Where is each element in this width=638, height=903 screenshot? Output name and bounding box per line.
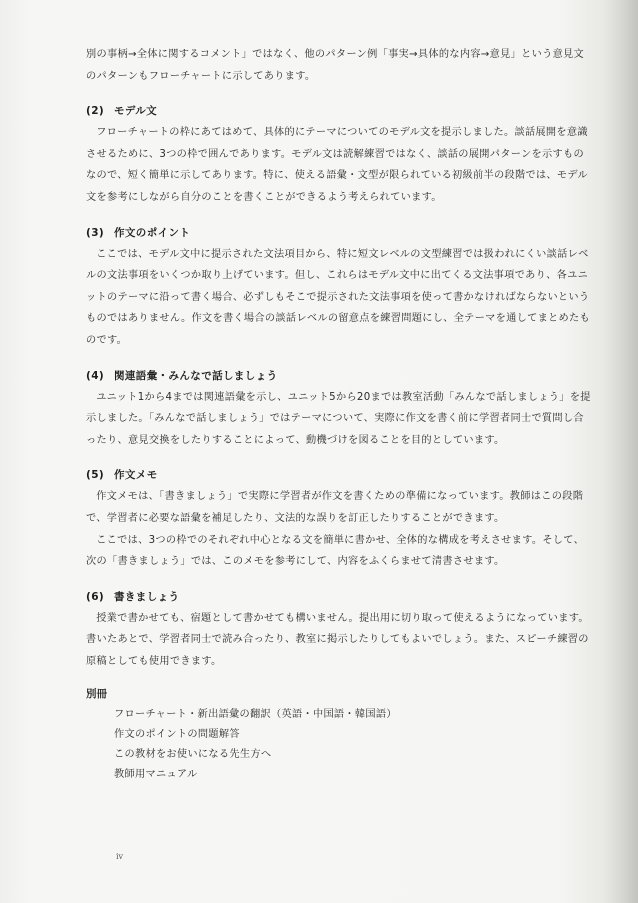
section-heading xyxy=(86,587,592,608)
appendix-list xyxy=(86,705,592,785)
section-heading xyxy=(86,101,592,122)
section-title: モデル文 xyxy=(114,105,158,118)
section-title: 作文のポイント xyxy=(114,226,191,239)
section-title: 作文メモ xyxy=(114,469,158,482)
intro-paragraph: 別の事柄→全体に関するコメント」ではなく、他のパターン例「事実→具体的な内容→意見」という意見文のパターンもフローチャートに示してあります。 xyxy=(86,49,585,82)
page-number: iv xyxy=(116,852,124,861)
appendix-item: 教師用マニュアル xyxy=(114,769,198,781)
section-writing-memo xyxy=(86,465,592,572)
section-number: (3) xyxy=(86,226,105,239)
section-model-text xyxy=(86,101,592,208)
section-writing-points xyxy=(86,223,592,352)
section-title: 書きましょう xyxy=(114,590,180,603)
section-paragraph: ここでは、3つの枠でのそれぞれ中心となる文を簡単に書かせ、全体的な構成を考えさせます。そして、次の「書きましょう」では、このメモを参考にして、内容をふくらませて清書させます。 xyxy=(86,534,585,568)
section-related-vocabulary xyxy=(86,366,592,452)
section-paragraph: フローチャートの枠にあてはめて、具体的にテーマについてのモデル文を提示しました。談話展開を意識させるために、3つの枠で囲んであります。モデル文は読解練習ではなく、談話の展開パターンを示すものなので、短く簡単に示してあります。特に、使える語彙・文型が限られている初級前半の段階では、モデル文を参考にしながら自分のことを書くことができるよう考えられています。 xyxy=(86,127,588,203)
appendix-item: 作文のポイントの問題解答 xyxy=(114,729,240,741)
appendix-title: 別冊 xyxy=(86,688,107,701)
section-number: (5) xyxy=(86,469,105,482)
section-paragraph: 作文メモは、「書きましょう」で実際に学習者が作文を書くための準備になっています。教師はこの段階で、学習者に必要な語彙を補足したり、文法的な誤りを訂正したりすることができます。 xyxy=(86,491,584,524)
section-paragraph: 授業で書かせても、宿題として書かせても構いません。提出用に切り取って使えるようになっています。書いたあとで、学習者同士で読み合ったり、教室に掲示したりしてもよいでしょう。また、スピーチ練習の原稿としても使用できます。 xyxy=(86,612,589,667)
section-heading xyxy=(86,366,592,387)
section-number: (2) xyxy=(86,105,105,118)
section-number: (4) xyxy=(86,369,105,382)
section-heading xyxy=(86,465,592,486)
appendix-item: フローチャート・新出語彙の翻訳（英語・中国語・韓国語） xyxy=(114,709,397,721)
section-title: 関連語彙・みんなで話しましょう xyxy=(114,369,278,382)
page-edge-shadow xyxy=(604,0,638,903)
section-heading xyxy=(86,223,592,244)
page-body xyxy=(86,44,592,785)
section-number: (6) xyxy=(86,590,105,603)
section-paragraph: ここでは、モデル文中に提示された文法項目から、特に短文レベルの文型練習では扱われにくい談話レベルの文法事項をいくつか取り上げています。但し、これらはモデル文中に出てくる文法事項であり、各ユニットのテーマに沿って書く場合、必ずしもそこで提示された文法事項を使って書かなければならないというものではありません。作文を書く場合の談話レベルの留意点を練習問題にし、全テーマを通してまとめたものです。 xyxy=(86,248,591,346)
appendix-item: この教材をお使いになる先生方へ xyxy=(114,749,272,761)
appendix-section xyxy=(86,684,592,785)
section-lets-write xyxy=(86,587,592,673)
section-paragraph: ユニット1から4までは関連語彙を示し、ユニット5から20までは教室活動「みんなで話しましょう」を提示しました。「みんなで話しましょう」ではテーマについて、実際に作文を書く前に学習者同士で質問し合ったり、意見交換をしたりすることによって、動機づけを図ることを目的としています。 xyxy=(86,391,591,446)
